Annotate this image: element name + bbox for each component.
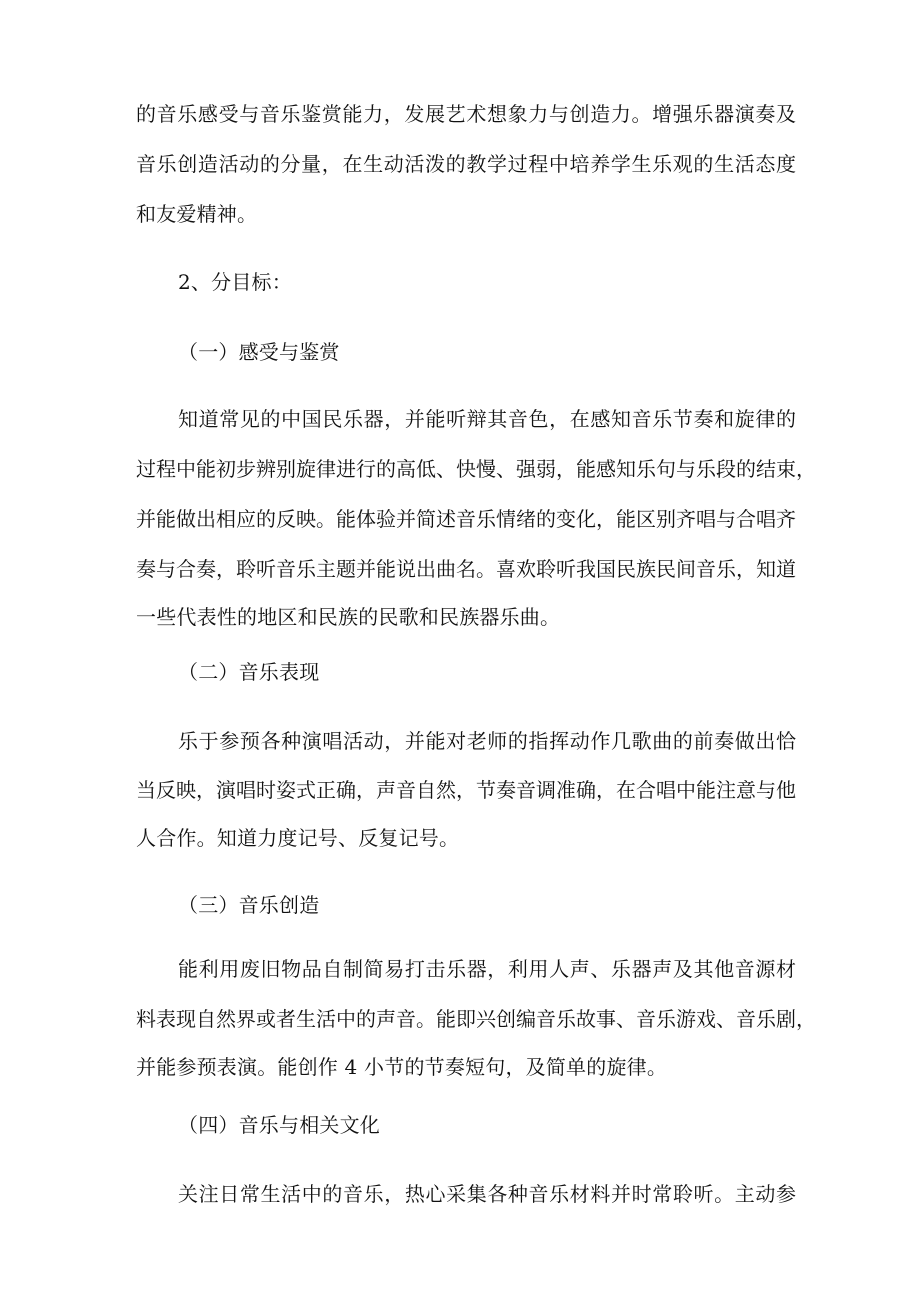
section-2-line-1: 乐于参预各种演唱活动，并能对老师的指挥动作几歌曲的前奏做出恰 bbox=[178, 729, 796, 753]
section-1-line-2: 过程中能初步辨别旋律进行的高低、快慢、强弱，能感知乐句与乐段的结束， bbox=[136, 457, 816, 481]
section-4-heading: （四）音乐与相关文化 bbox=[178, 1113, 380, 1137]
section-1-line-1: 知道常见的中国民乐器，并能听辩其音色，在感知音乐节奏和旋律的 bbox=[178, 407, 796, 431]
section-1-line-3: 并能做出相应的反映。能体验并简述音乐情绪的变化，能区别齐唱与合唱齐 bbox=[136, 507, 796, 531]
section-3-line-3: 并能参预表演。能创作 4 小节的节奏短句，及简单的旋律。 bbox=[136, 1055, 668, 1079]
intro-line-3: 和友爱精神。 bbox=[136, 202, 258, 226]
section-1-line-5: 一些代表性的地区和民族的民歌和民族器乐曲。 bbox=[136, 605, 561, 629]
section-3-line-1: 能利用废旧物品自制简易打击乐器，利用人声、乐器声及其他音源材 bbox=[178, 957, 796, 981]
section-4-line-1: 关注日常生活中的音乐，热心采集各种音乐材料并时常聆听。主动参 bbox=[178, 1182, 796, 1206]
intro-line-1: 的音乐感受与音乐鉴赏能力，发展艺术想象力与创造力。增强乐器演奏及 bbox=[136, 102, 796, 126]
section-1-heading: （一）感受与鉴赏 bbox=[178, 340, 340, 364]
intro-line-2: 音乐创造活动的分量，在生动活泼的教学过程中培养学生乐观的生活态度 bbox=[136, 152, 796, 176]
section-2-line-2: 当反映，演唱时姿式正确，声音自然，节奏音调准确，在合唱中能注意与他 bbox=[136, 778, 796, 802]
section-3-line-2: 料表现自然界或者生活中的声音。能即兴创编音乐故事、音乐游戏、音乐剧， bbox=[136, 1007, 816, 1031]
section-2-heading: （二）音乐表现 bbox=[178, 660, 320, 684]
section-1-line-4: 奏与合奏，聆听音乐主题并能说出曲名。喜欢聆听我国民族民间音乐，知道 bbox=[136, 557, 796, 581]
section-3-heading: （三）音乐创造 bbox=[178, 893, 320, 917]
section-2-line-3: 人合作。知道力度记号、反复记号。 bbox=[136, 826, 460, 850]
subgoal-heading: 2、分目标： bbox=[178, 270, 292, 294]
